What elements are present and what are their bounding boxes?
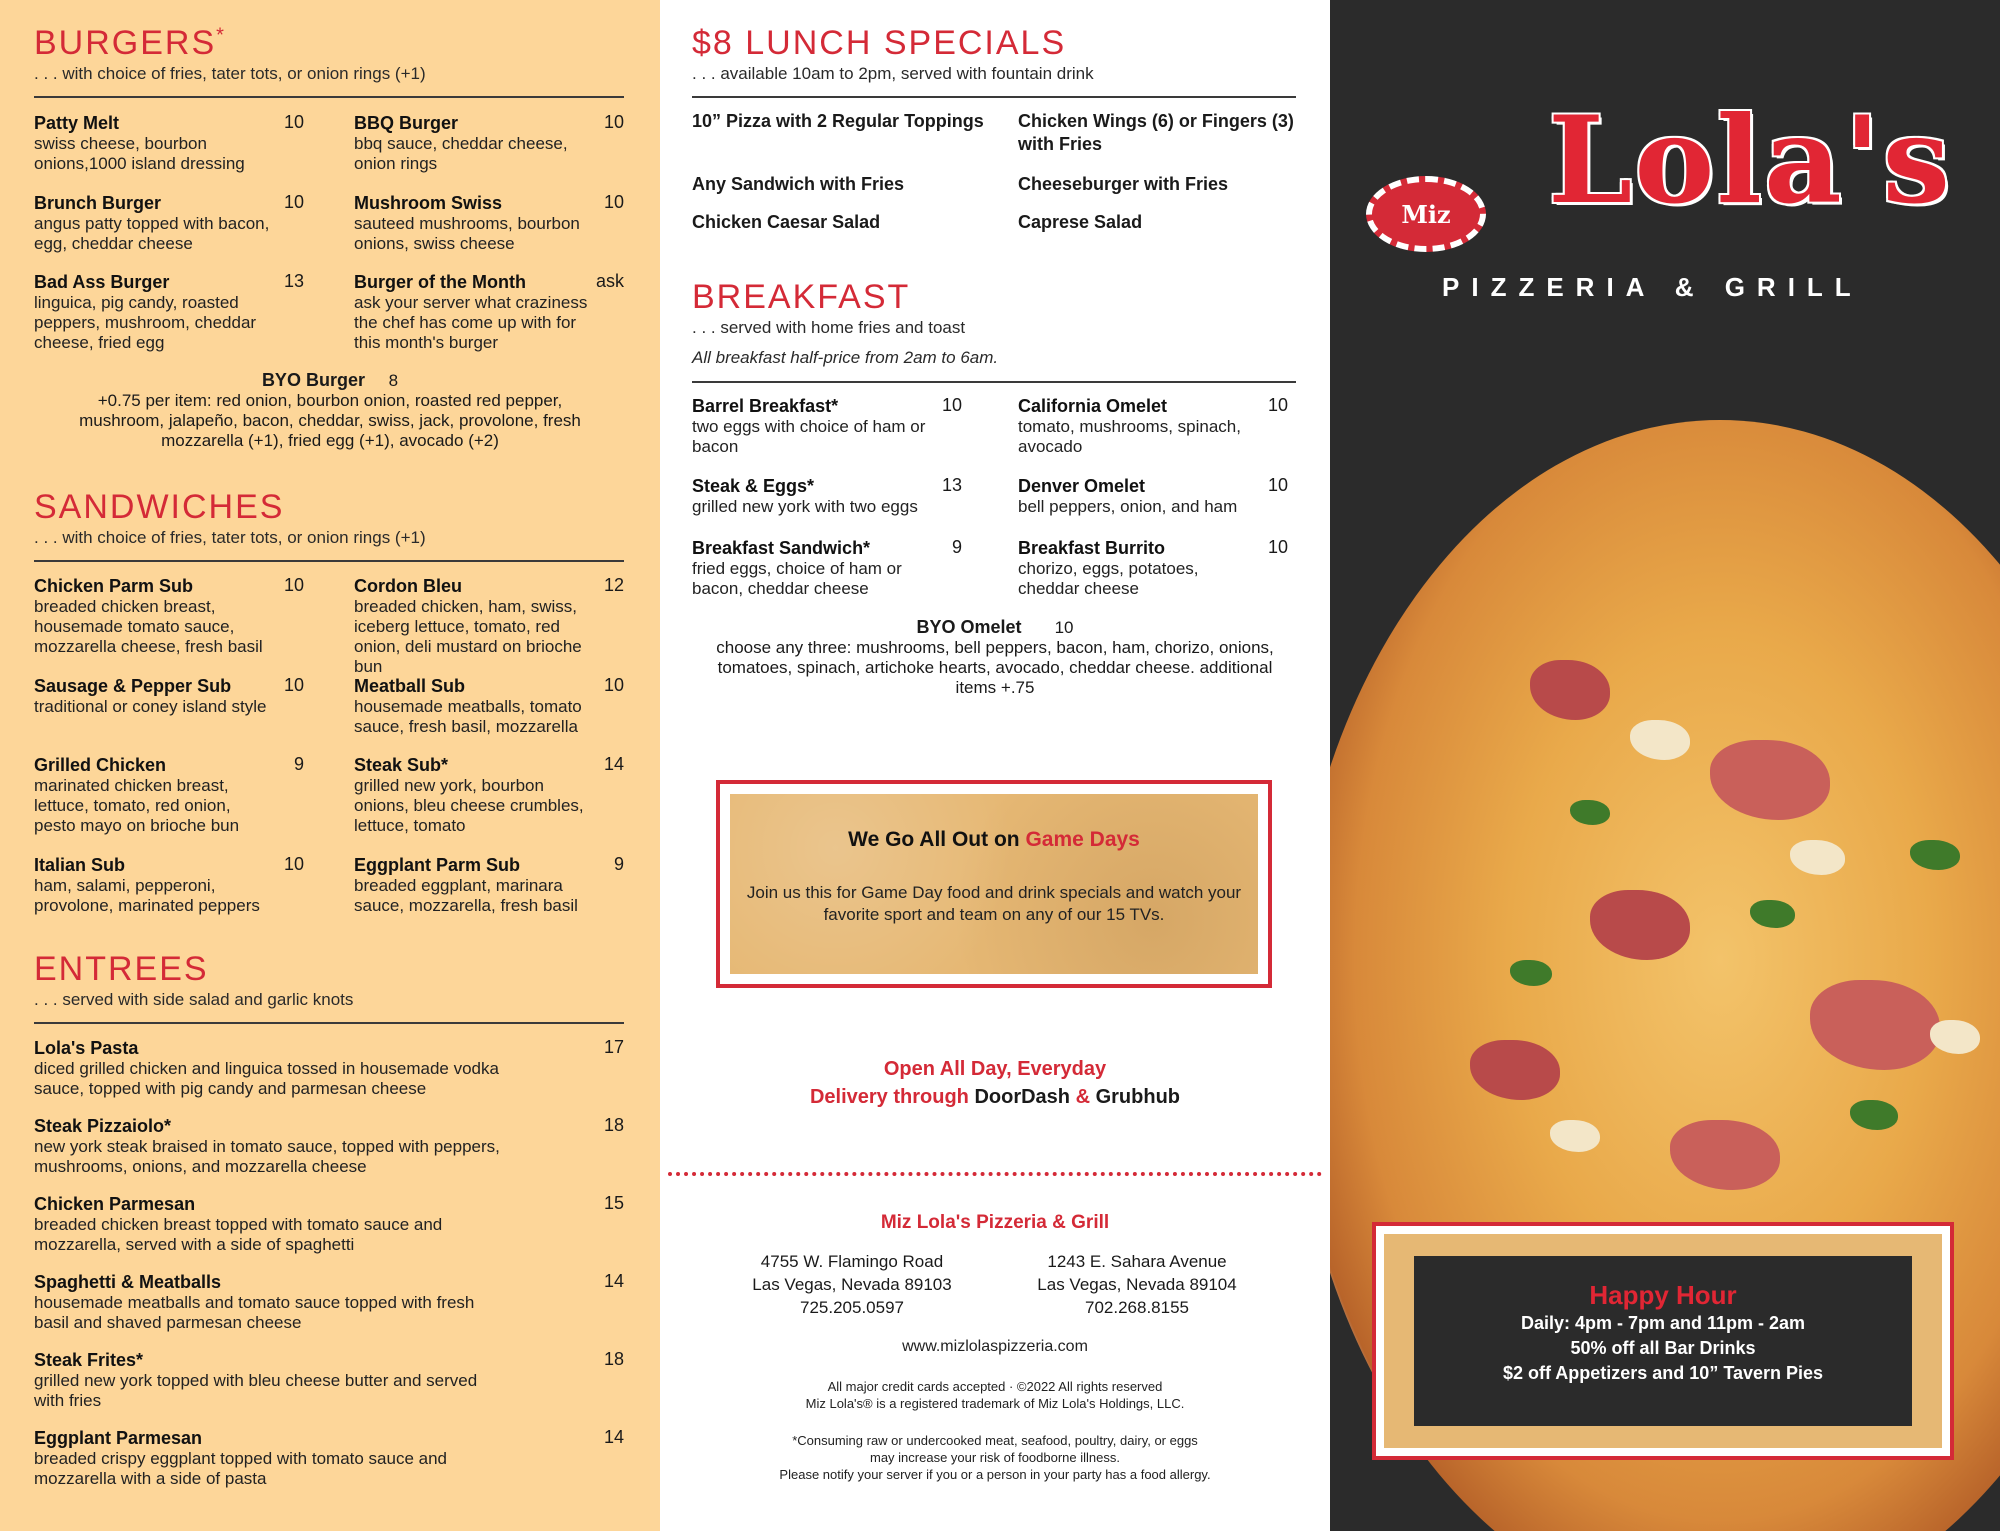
divider	[692, 96, 1296, 98]
menu-item: Burger of the Month ask ask your server what craziness the chef has come up with for this month's burger	[354, 271, 624, 352]
delivery-line: Delivery through DoorDash & Grubhub	[809, 1086, 1181, 1108]
divider	[34, 96, 624, 98]
menu-item: Patty Melt 10 swiss cheese, bourbon onions,1000 island dressing	[34, 112, 304, 173]
lunch-item: Chicken Caesar Salad	[692, 212, 881, 232]
entrees-heading: ENTREES	[34, 950, 209, 988]
logo-tagline: PIZZERIA & GRILL	[1442, 272, 1863, 302]
lunch-item: Caprese Salad	[1018, 212, 1143, 232]
lunch-heading: $8 LUNCH SPECIALS	[692, 24, 1067, 62]
menu-item: Mushroom Swiss 10 sauteed mushrooms, bourbon onions, swiss cheese	[354, 192, 624, 253]
menu-item: Breakfast Sandwich* 9 fried eggs, choice of ham or bacon, cheddar cheese	[692, 537, 962, 598]
menu-item: Italian Sub 10 ham, salami, pepperoni, provolone, marinated peppers	[34, 854, 304, 915]
happy-hour-line: Daily: 4pm - 7pm and 11pm - 2am	[1520, 1313, 1806, 1333]
happy-hour-line: $2 off Appetizers and 10” Tavern Pies	[1502, 1363, 1824, 1383]
menu-item: Bad Ass Burger 13 linguica, pig candy, roasted peppers, mushroom, cheddar cheese, fried egg	[34, 271, 304, 352]
menu-item: Sausage & Pepper Sub 10 traditional or coney island style	[34, 675, 304, 716]
legal-line-2: Miz Lola's® is a registered trademark of Miz Lola's Holdings, LLC.	[805, 1396, 1185, 1411]
menu-item: Eggplant Parmesan 14 breaded crispy eggplant topped with tomato sauce and mozzarella with a side of pasta	[34, 1427, 624, 1488]
lunch-subtitle: . . . available 10am to 2pm, served with fountain drink	[692, 64, 1094, 83]
entrees-subtitle: . . . served with side salad and garlic knots	[34, 990, 354, 1009]
lunch-item: Cheeseburger with Fries	[1018, 174, 1229, 194]
happy-hour-frame	[1384, 1234, 1942, 1448]
menu-item: Barrel Breakfast* 10 two eggs with choice of ham or bacon	[692, 395, 962, 456]
menu-item: California Omelet 10 tomato, mushrooms, spinach, avocado	[1018, 395, 1288, 456]
sandwiches-subtitle: . . . with choice of fries, tater tots, or onion rings (+1)	[34, 528, 426, 547]
breakfast-subtitle: . . . served with home fries and toast	[692, 318, 966, 337]
menu-item: Lola's Pasta 17 diced grilled chicken and linguica tossed in housemade vodka sauce, topped with pig candy and parmesan cheese	[34, 1037, 624, 1098]
game-days-box	[716, 780, 1272, 988]
byo-omelet: BYO Omelet 10 choose any three: mushrooms, bell peppers, bacon, ham, chorizo, onions, tomatoes, spinach, artichoke hearts, avocado, cheddar cheese. additional items +.75	[716, 617, 1274, 697]
logo-name: Lola's	[1548, 90, 1953, 231]
warning-line-1: *Consuming raw or undercooked meat, seafood, poultry, dairy, or eggs	[792, 1433, 1198, 1448]
byo-burger: BYO Burger 8 +0.75 per item: red onion, bourbon onion, roasted red pepper, mushroom, jalapeño, bacon, cheddar, swiss, jack, provolone, fresh mozzarella (+1), fried egg (+1), avocado (+2)	[79, 370, 581, 450]
game-days-panel	[730, 794, 1258, 974]
happy-hour-title: Happy Hour	[1589, 1280, 1737, 1310]
happy-hour-line: 50% off all Bar Drinks	[1570, 1338, 1756, 1358]
burgers-heading: BURGERS*	[34, 24, 226, 62]
menu-item: Brunch Burger 10 angus patty topped with bacon, egg, cheddar cheese	[34, 192, 304, 253]
breakfast-note: All breakfast half-price from 2am to 6am.	[692, 348, 999, 367]
open-all-day: Open All Day, Everyday	[883, 1058, 1107, 1080]
game-days-title: We Go All Out on Game Days	[848, 828, 1140, 851]
menu-item: Spaghetti & Meatballs 14 housemade meatballs and tomato sauce topped with fresh basil and shaved parmesan cheese	[34, 1271, 624, 1332]
game-days-text: Join us this for Game Day food and drink specials and watch your favorite sport and team on any of our 15 TVs.	[746, 883, 1242, 924]
menu-item: Steak Sub* 14 grilled new york, bourbon onions, bleu cheese crumbles, lettuce, tomato	[354, 754, 624, 835]
happy-hour-board	[1414, 1256, 1912, 1426]
menu-item: Steak Frites* 18 grilled new york topped with bleu cheese butter and served with fries	[34, 1349, 624, 1410]
left-menu-panel	[0, 0, 660, 1531]
location-2: 1243 E. Sahara Avenue Las Vegas, Nevada 89104 702.268.8155	[1037, 1252, 1237, 1317]
divider	[34, 560, 624, 562]
menu-item: Grilled Chicken 9 marinated chicken breast, lettuce, tomato, red onion, pesto mayo on brioche bun	[34, 754, 304, 835]
sandwiches-heading: SANDWICHES	[34, 488, 285, 526]
menu-item: Breakfast Burrito 10 chorizo, eggs, potatoes, cheddar cheese	[1018, 537, 1288, 598]
menu-item: Steak Pizzaiolo* 18 new york steak braised in tomato sauce, topped with peppers, mushrooms, onions, and mozzarella cheese	[34, 1115, 624, 1176]
breakfast-heading: BREAKFAST	[692, 278, 911, 316]
divider	[692, 381, 1296, 383]
middle-menu-panel	[660, 0, 1330, 1531]
website-link[interactable]: www.mizlolaspizzeria.com	[902, 1338, 1088, 1355]
lunch-item: 10” Pizza with 2 Regular Toppings	[692, 111, 984, 131]
warning-line-3: Please notify your server if you or a person in your party has a food allergy.	[779, 1467, 1211, 1482]
lunch-item: Any Sandwich with Fries	[692, 174, 905, 194]
restaurant-name: Miz Lola's Pizzeria & Grill	[880, 1212, 1110, 1233]
burgers-subtitle: . . . with choice of fries, tater tots, or onion rings (+1)	[34, 64, 426, 83]
happy-hour-box	[1372, 1222, 1954, 1460]
menu-item: Eggplant Parm Sub 9 breaded eggplant, marinara sauce, mozzarella, fresh basil	[354, 854, 624, 915]
legal-line-1: All major credit cards accepted · ©2022 All rights reserved	[827, 1379, 1163, 1394]
menu-item: Cordon Bleu 12 breaded chicken, ham, swiss, iceberg lettuce, tomato, red onion, deli mustard on brioche bun	[354, 575, 624, 676]
poker-chip-icon: Miz	[1366, 176, 1486, 252]
menu-item: Meatball Sub 10 housemade meatballs, tomato sauce, fresh basil, mozzarella	[354, 675, 624, 736]
menu-item: Chicken Parm Sub 10 breaded chicken breast, housemade tomato sauce, mozzarella cheese, fresh basil	[34, 575, 304, 656]
dotted-divider	[668, 1172, 1322, 1176]
location-1: 4755 W. Flamingo Road Las Vegas, Nevada 89103 725.205.0597	[752, 1252, 952, 1317]
menu-item: BBQ Burger 10 bbq sauce, cheddar cheese, onion rings	[354, 112, 624, 173]
divider	[34, 1022, 624, 1024]
lunch-item: Chicken Wings (6) or Fingers (3) with Fries	[1018, 111, 1294, 154]
menu-item: Chicken Parmesan 15 breaded chicken breast topped with tomato sauce and mozzarella, served with a side of spaghetti	[34, 1193, 624, 1254]
menu-item: Denver Omelet 10 bell peppers, onion, and ham	[1018, 475, 1288, 516]
right-brand-panel	[1330, 0, 2000, 1531]
warning-line-2: may increase your risk of foodborne illness.	[869, 1450, 1120, 1465]
menu-item: Steak & Eggs* 13 grilled new york with two eggs	[692, 475, 962, 516]
